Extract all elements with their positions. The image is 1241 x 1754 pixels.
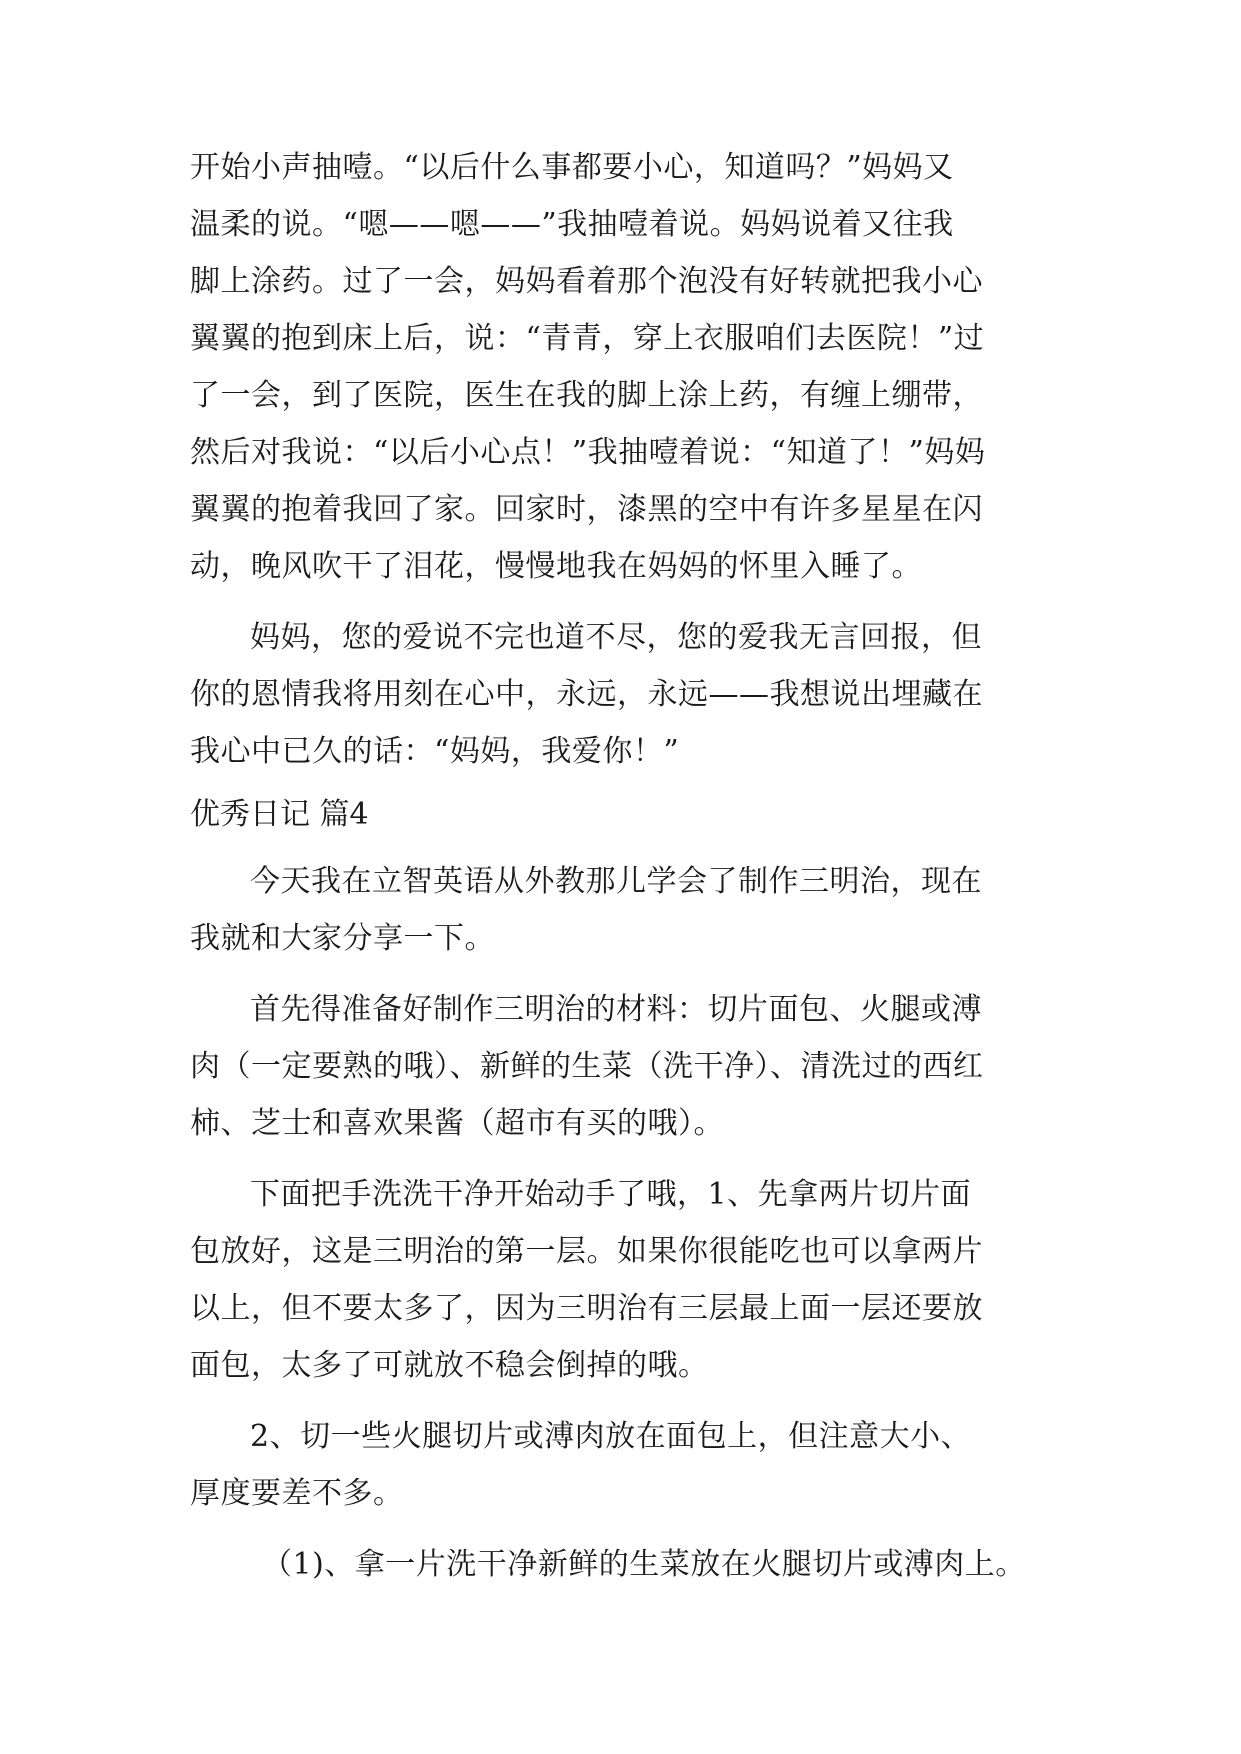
text-line: 妈妈，您的爱说不完也道不尽，您的爱我无言回报，但 xyxy=(250,620,982,655)
text-line: 我就和大家分享一下。 xyxy=(190,921,495,956)
text-line: 柿、芝士和喜欢果酱（超市有买的哦）。 xyxy=(190,1106,724,1141)
text-line: 了一会，到了医院，医生在我的脚上涂上药，有缠上绷带， xyxy=(190,378,983,413)
text-line: 下面把手洗洗干净开始动手了哦，1、先拿两片切片面 xyxy=(250,1177,972,1212)
text-line: 温柔的说。“嗯——嗯——”我抽噎着说。妈妈说着又往我 xyxy=(190,207,954,242)
text-line: 翼翼的抱着我回了家。回家时，漆黑的空中有许多星星在闪 xyxy=(190,492,983,527)
text-line: 脚上涂药。过了一会，妈妈看着那个泡没有好转就把我小心 xyxy=(190,264,983,299)
text-line: 2、切一些火腿切片或溥肉放在面包上，但注意大小、 xyxy=(250,1419,972,1454)
text-line: 然后对我说：“以后小心点！”我抽噎着说：“知道了！”妈妈 xyxy=(190,435,986,470)
text-line: 今天我在立智英语从外教那儿学会了制作三明治，现在 xyxy=(250,864,982,899)
text-line: 以上，但不要太多了，因为三明治有三层最上面一层还要放 xyxy=(190,1291,983,1326)
text-line: 开始小声抽噎。“以后什么事都要小心，知道吗？”妈妈又 xyxy=(190,150,954,185)
text-line: （1)、拿一片洗干净新鲜的生菜放在火腿切片或溥肉上。 xyxy=(262,1547,1026,1582)
text-line: 我心中已久的话：“妈妈，我爱你！” xyxy=(190,734,680,769)
text-line: 肉（一定要熟的哦）、新鲜的生菜（洗干净）、清洗过的西红 xyxy=(190,1049,984,1084)
text-line: 首先得准备好制作三明治的材料：切片面包、火腿或溥 xyxy=(250,992,982,1027)
section-heading: 优秀日记 篇4 xyxy=(190,797,369,832)
text-line: 面包，太多了可就放不稳会倒掉的哦。 xyxy=(190,1348,709,1383)
text-line: 厚度要差不多。 xyxy=(190,1476,404,1511)
text-line: 包放好，这是三明治的第一层。如果你很能吃也可以拿两片 xyxy=(190,1234,983,1269)
text-line: 你的恩情我将用刻在心中，永远，永远——我想说出埋藏在 xyxy=(190,677,983,712)
text-line: 动，晚风吹干了泪花，慢慢地我在妈妈的怀里入睡了。 xyxy=(190,549,922,584)
text-line: 翼翼的抱到床上后，说：“青青，穿上衣服咱们去医院！”过 xyxy=(190,321,985,356)
